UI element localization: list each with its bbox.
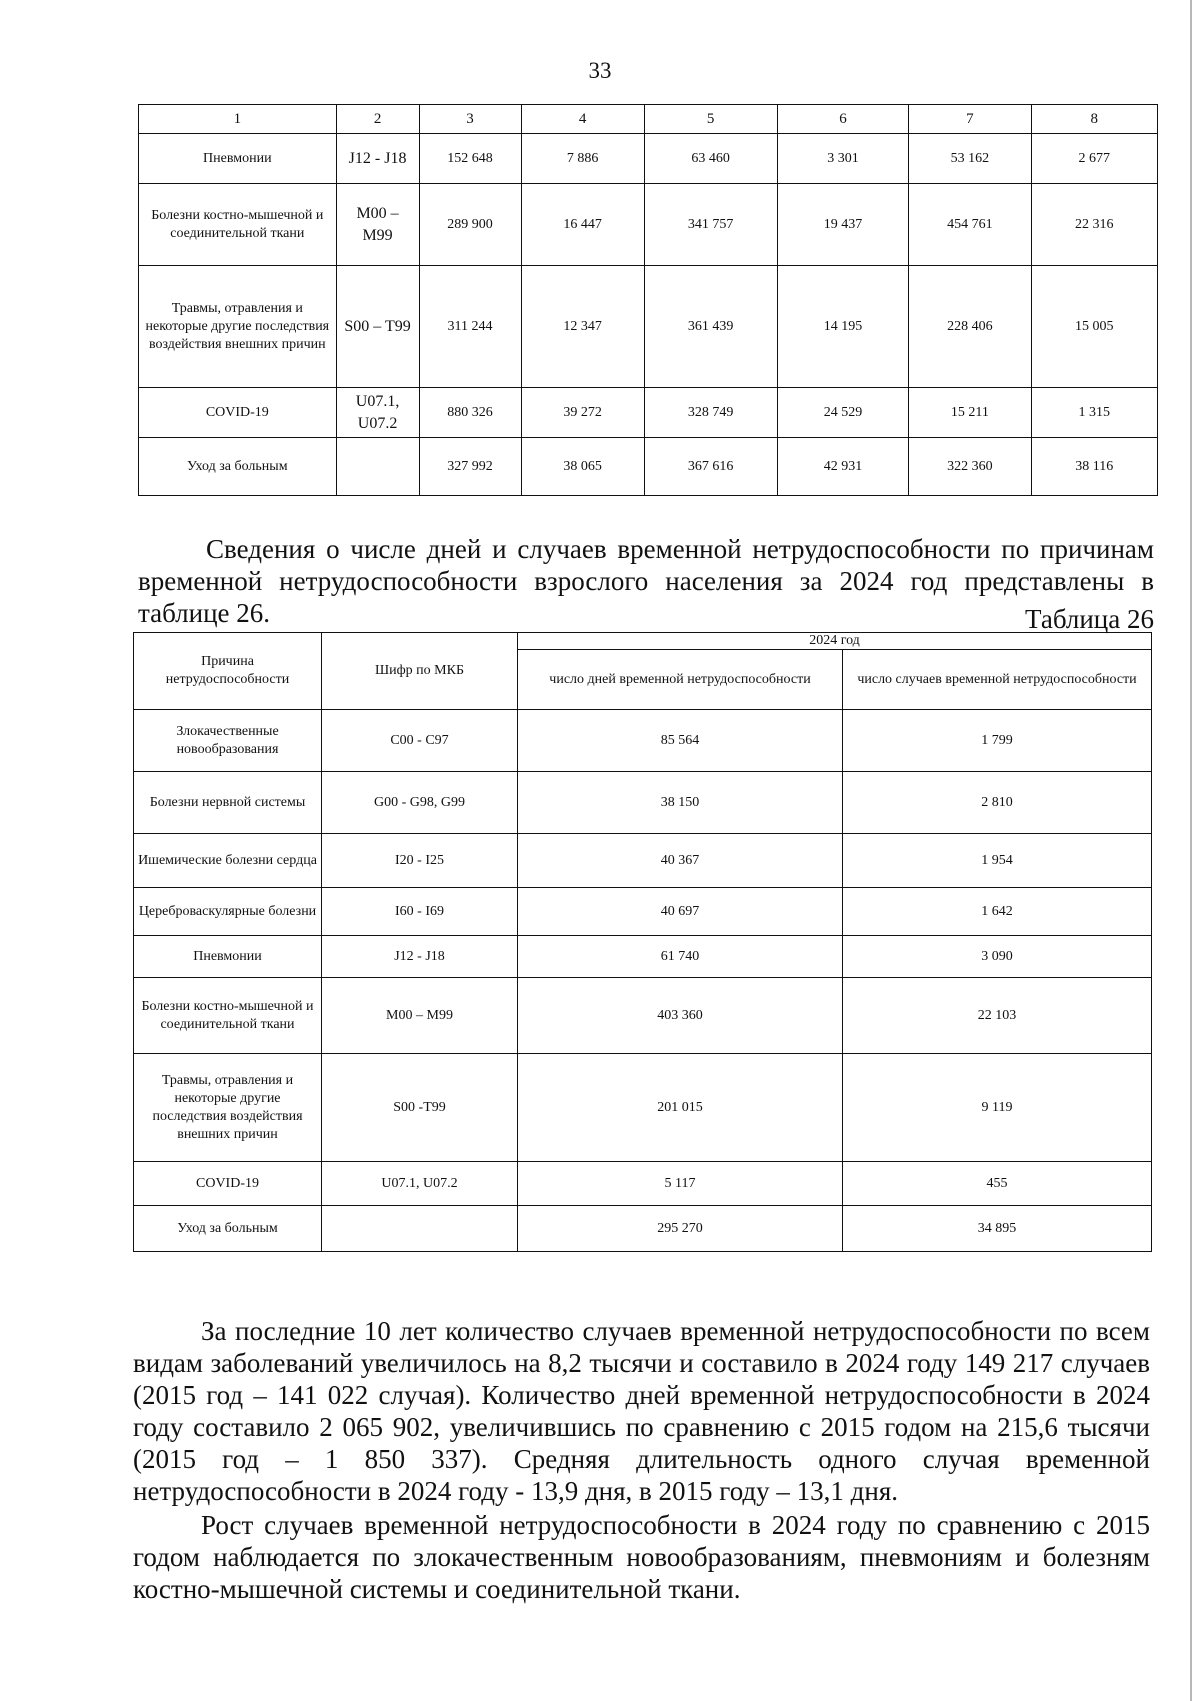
table-row <box>134 1162 1152 1206</box>
cases-cell: 1 799 <box>843 710 1152 772</box>
value-cell: 38 065 <box>521 438 644 496</box>
value-cell: 53 162 <box>909 134 1031 184</box>
growth-paragraph: Рост случаев временной нетрудоспособности в 2024 году по сравнению с 2015 годом наблюдается по злокачественным новообразованиям, пневмониям и болезням костно-мышечной системы и соединительной ткани. <box>133 1510 1150 1604</box>
table-row <box>139 438 1158 496</box>
page-edge-line <box>1190 0 1192 1701</box>
icd-code-cell <box>322 1206 518 1252</box>
header-year: 2024 год <box>518 633 1152 650</box>
value-cell: 454 761 <box>909 184 1031 266</box>
icd-code-cell: M00 – M99 <box>322 978 518 1054</box>
cause-cell: Болезни костно-мышечной и соединительной ткани <box>134 978 322 1054</box>
value-cell: 152 648 <box>419 134 521 184</box>
intro-paragraph: Сведения о числе дней и случаев временной нетрудоспособности по причинам временной нетрудоспособности взрослого населения за 2024 год представлены в таблице 26. <box>138 534 1154 628</box>
column-number: 1 <box>139 105 337 134</box>
icd-code-cell: G00 - G98, G99 <box>322 772 518 834</box>
value-cell: 322 360 <box>909 438 1031 496</box>
table-header-row <box>134 633 1152 650</box>
days-cell: 61 740 <box>518 936 843 978</box>
value-cell: 880 326 <box>419 388 521 438</box>
table-row <box>139 184 1158 266</box>
cause-cell: COVID-19 <box>139 388 337 438</box>
value-cell: 24 529 <box>777 388 909 438</box>
cases-cell: 1 954 <box>843 834 1152 888</box>
continuation-header-row <box>139 105 1158 134</box>
column-number: 6 <box>777 105 909 134</box>
cause-cell: Уход за больным <box>139 438 337 496</box>
value-cell: 14 195 <box>777 266 909 388</box>
icd-code-cell: M00 – M99 <box>336 184 419 266</box>
cause-cell: Пневмонии <box>134 936 322 978</box>
page-number: 33 <box>588 58 612 83</box>
value-cell: 361 439 <box>644 266 777 388</box>
column-number: 3 <box>419 105 521 134</box>
table-row <box>134 936 1152 978</box>
value-cell: 38 116 <box>1031 438 1158 496</box>
value-cell: 42 931 <box>777 438 909 496</box>
table-row <box>134 978 1152 1054</box>
table-row <box>134 1054 1152 1162</box>
value-cell: 22 316 <box>1031 184 1158 266</box>
value-cell: 15 211 <box>909 388 1031 438</box>
value-cell: 1 315 <box>1031 388 1158 438</box>
column-number: 5 <box>644 105 777 134</box>
cause-cell: Уход за больным <box>134 1206 322 1252</box>
value-cell: 7 886 <box>521 134 644 184</box>
header-days: число дней временной нетрудоспособности <box>518 650 843 710</box>
cause-cell: Цереброваскулярные болезни <box>134 888 322 936</box>
cause-cell: Ишемические болезни сердца <box>134 834 322 888</box>
icd-code-cell: C00 - C97 <box>322 710 518 772</box>
table-26 <box>133 632 1152 1252</box>
cases-cell: 455 <box>843 1162 1152 1206</box>
table-row <box>134 710 1152 772</box>
table-row <box>134 1206 1152 1252</box>
icd-code-cell: J12 - J18 <box>322 936 518 978</box>
table-row <box>139 134 1158 184</box>
table-row <box>134 834 1152 888</box>
table-row <box>134 772 1152 834</box>
table-row <box>139 388 1158 438</box>
icd-code-cell: S00 – T99 <box>336 266 419 388</box>
column-number: 8 <box>1031 105 1158 134</box>
icd-code-cell: U07.1, U07.2 <box>322 1162 518 1206</box>
value-cell: 19 437 <box>777 184 909 266</box>
cases-cell: 1 642 <box>843 888 1152 936</box>
cause-cell: Болезни нервной системы <box>134 772 322 834</box>
days-cell: 38 150 <box>518 772 843 834</box>
cause-cell: Пневмонии <box>139 134 337 184</box>
days-cell: 295 270 <box>518 1206 843 1252</box>
cases-cell: 9 119 <box>843 1054 1152 1162</box>
value-cell: 12 347 <box>521 266 644 388</box>
value-cell: 3 301 <box>777 134 909 184</box>
value-cell: 311 244 <box>419 266 521 388</box>
cases-cell: 22 103 <box>843 978 1152 1054</box>
column-number: 2 <box>336 105 419 134</box>
cause-cell: Травмы, отравления и некоторые другие последствия воздействия внешних причин <box>134 1054 322 1162</box>
value-cell: 289 900 <box>419 184 521 266</box>
header-cases: число случаев временной нетрудоспособности <box>843 650 1152 710</box>
value-cell: 63 460 <box>644 134 777 184</box>
table-caption: Таблица 26 <box>1025 604 1154 634</box>
column-number: 4 <box>521 105 644 134</box>
cause-cell: Злокачественные новообразования <box>134 710 322 772</box>
icd-code-cell: U07.1, U07.2 <box>336 388 419 438</box>
days-cell: 40 697 <box>518 888 843 936</box>
cases-cell: 34 895 <box>843 1206 1152 1252</box>
value-cell: 228 406 <box>909 266 1031 388</box>
header-icd-code: Шифр по МКБ <box>322 633 518 710</box>
days-cell: 5 117 <box>518 1162 843 1206</box>
table-row <box>134 888 1152 936</box>
cases-cell: 3 090 <box>843 936 1152 978</box>
days-cell: 201 015 <box>518 1054 843 1162</box>
value-cell: 341 757 <box>644 184 777 266</box>
cases-cell: 2 810 <box>843 772 1152 834</box>
value-cell: 327 992 <box>419 438 521 496</box>
days-cell: 40 367 <box>518 834 843 888</box>
icd-code-cell: J12 - J18 <box>336 134 419 184</box>
value-cell: 16 447 <box>521 184 644 266</box>
table-row <box>139 266 1158 388</box>
header-cause: Причина нетрудоспособности <box>134 633 322 710</box>
cause-cell: Травмы, отравления и некоторые другие последствия воздействия внешних причин <box>139 266 337 388</box>
icd-code-cell: I20 - I25 <box>322 834 518 888</box>
column-number: 7 <box>909 105 1031 134</box>
value-cell: 328 749 <box>644 388 777 438</box>
value-cell: 367 616 <box>644 438 777 496</box>
cause-cell: COVID-19 <box>134 1162 322 1206</box>
icd-code-cell <box>336 438 419 496</box>
continuation-table <box>138 104 1158 496</box>
value-cell: 39 272 <box>521 388 644 438</box>
cause-cell: Болезни костно-мышечной и соединительной ткани <box>139 184 337 266</box>
days-cell: 403 360 <box>518 978 843 1054</box>
summary-paragraph: За последние 10 лет количество случаев временной нетрудоспособности по всем видам заболеваний увеличилось на 8,2 тысячи и составило в 2024 году 149 217 случаев (2015 год – 141 022 случая). Количество дней временной нетрудоспособности в 2024 году составило 2 065 902, увеличившись по сравнению с 2015 годом на 215,6 тысячи (2015 год – 1 850 337). Средняя длительность одного случая временной нетрудоспособности в 2024 году - 13,9 дня, в 2015 году – 13,1 дня. <box>133 1316 1150 1506</box>
value-cell: 15 005 <box>1031 266 1158 388</box>
value-cell: 2 677 <box>1031 134 1158 184</box>
days-cell: 85 564 <box>518 710 843 772</box>
icd-code-cell: S00 -T99 <box>322 1054 518 1162</box>
icd-code-cell: I60 - I69 <box>322 888 518 936</box>
